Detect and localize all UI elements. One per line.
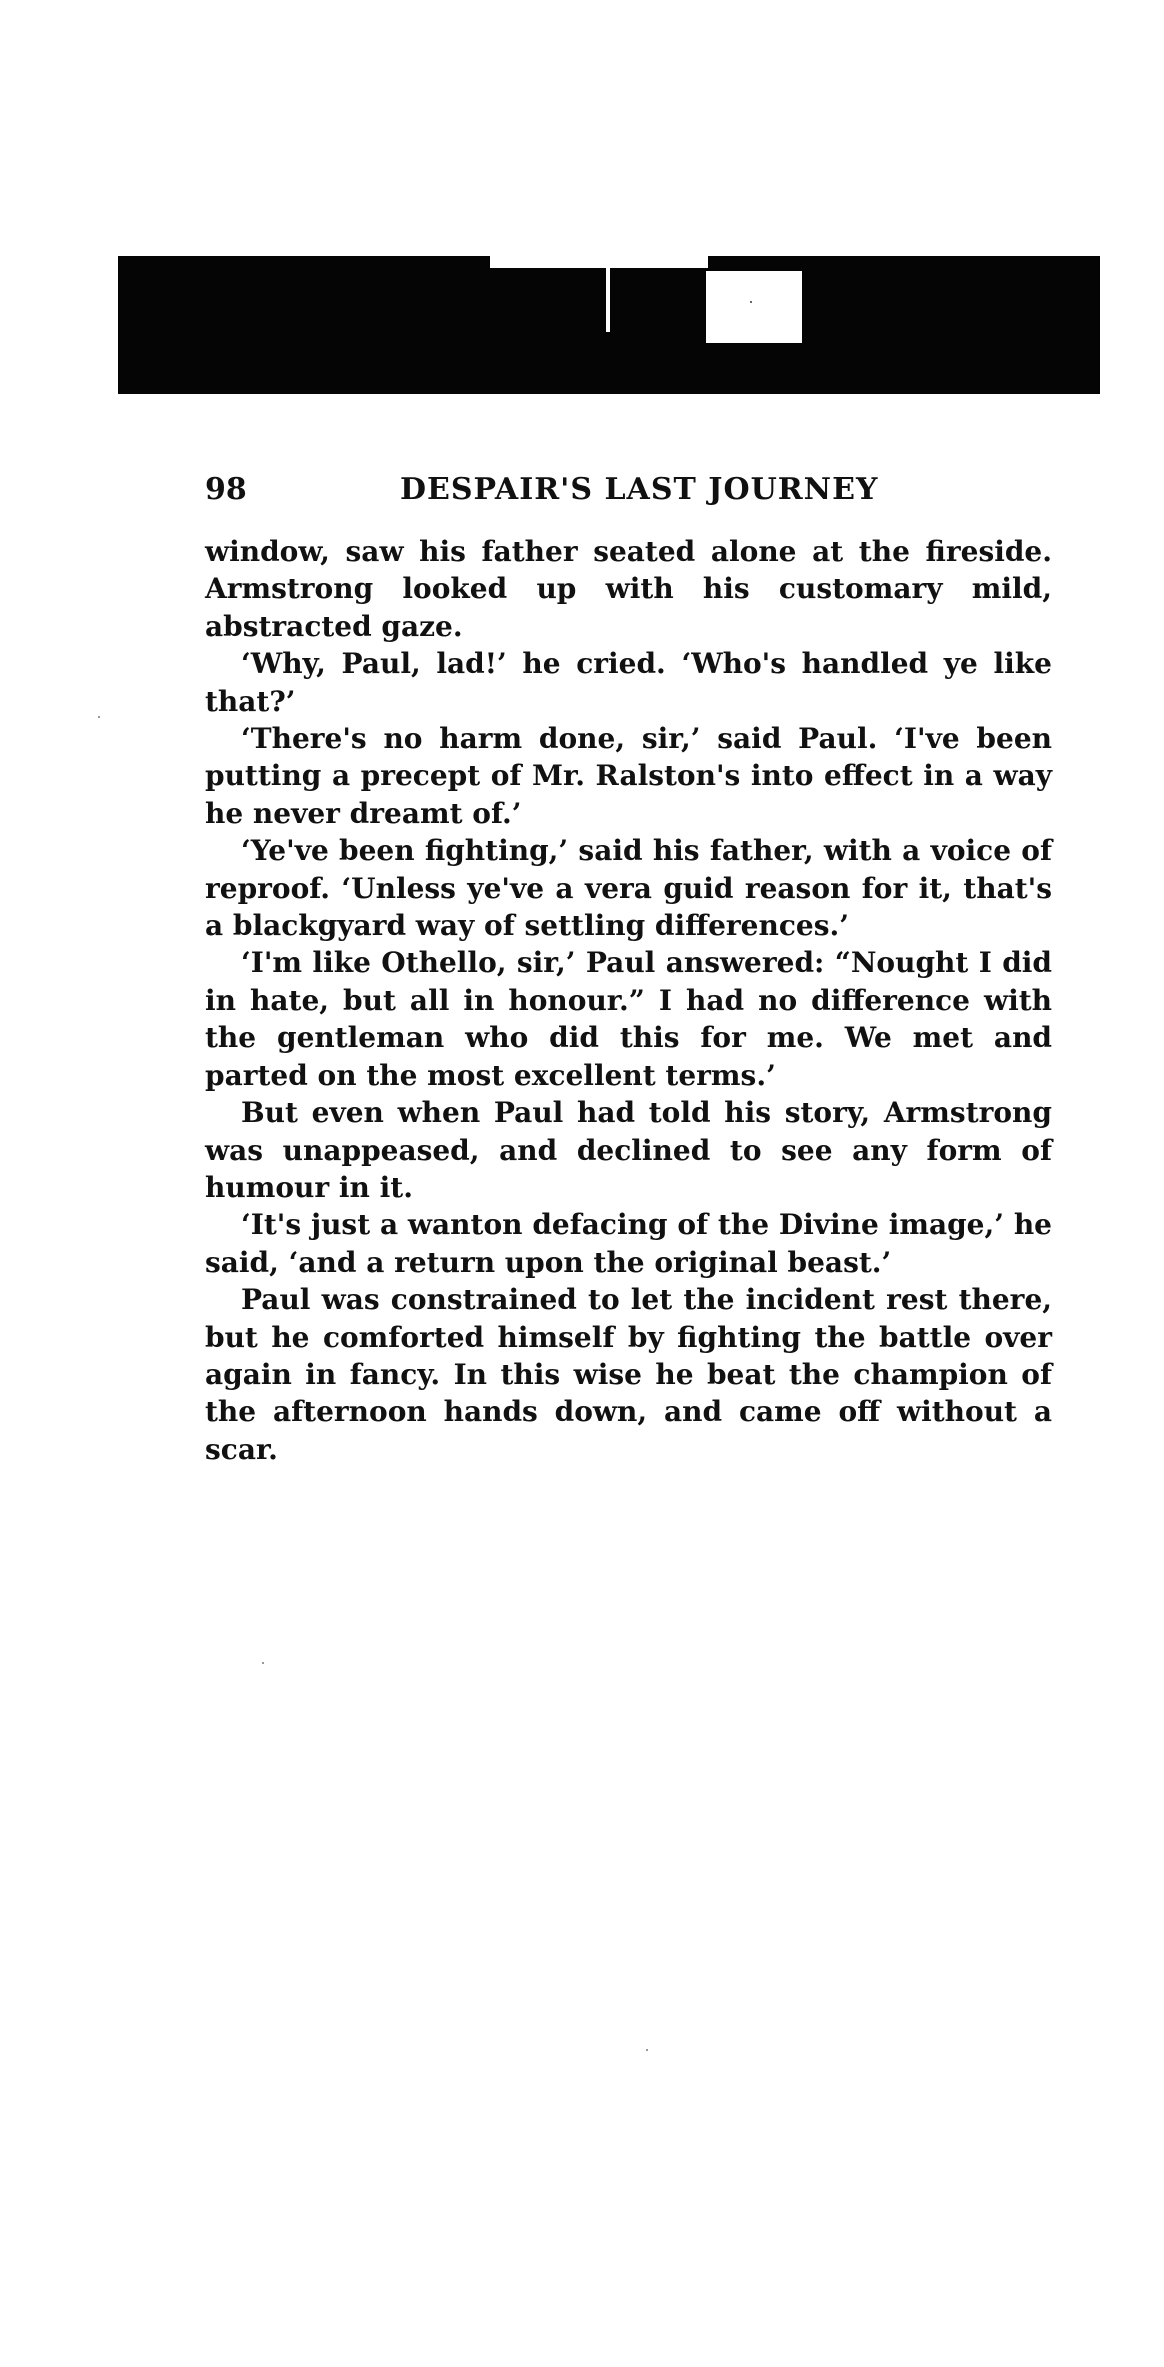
paragraph: ‘Ye've been fighting,’ said his father, with a voice of reproof. ‘Unless ye've a vera guid reason for it, that's a blackgyard way of settling differences.’ xyxy=(205,834,1052,943)
scan-speck xyxy=(98,716,100,718)
scan-speck xyxy=(646,2049,648,2051)
scan-artifact-notch xyxy=(490,256,708,268)
scan-artifact-mark xyxy=(606,266,610,332)
body-text xyxy=(205,533,1052,1468)
paragraph: Paul was constrained to let the incident rest there, but he comforted himself by fighting the battle over again in fancy. In this wise he beat the champion of the afternoon hands down, and came off without a scar. xyxy=(205,1283,1052,1466)
scan-artifact-white-patch xyxy=(706,271,802,343)
paragraph: ‘I'm like Othello, sir,’ Paul answered: “Nought I did in hate, but all in honour.” I had no difference with the gentleman who did this for me. We met and parted on the most excellent terms.’ xyxy=(205,946,1052,1092)
scan-artifact-black-band xyxy=(118,256,1100,394)
paragraph: ‘There's no harm done, sir,’ said Paul. ‘I've been putting a precept of Mr. Ralston's into effect in a way he never dreamt of.’ xyxy=(205,722,1052,830)
paragraph: But even when Paul had told his story, Armstrong was unappeased, and declined to see any form of humour in it. xyxy=(205,1096,1052,1204)
scan-speck xyxy=(262,1662,264,1664)
page-number: 98 xyxy=(205,472,247,507)
page-header xyxy=(205,470,1055,510)
paragraph: ‘Why, Paul, lad!’ he cried. ‘Who's handled ye like that?’ xyxy=(205,647,1052,718)
paragraph: ‘It's just a wanton defacing of the Divine image,’ he said, ‘and a return upon the original beast.’ xyxy=(205,1208,1052,1279)
running-title: DESPAIR'S LAST JOURNEY xyxy=(400,472,879,507)
paragraph: window, saw his father seated alone at the fireside. Armstrong looked up with his customary mild, abstracted gaze. xyxy=(205,535,1052,643)
